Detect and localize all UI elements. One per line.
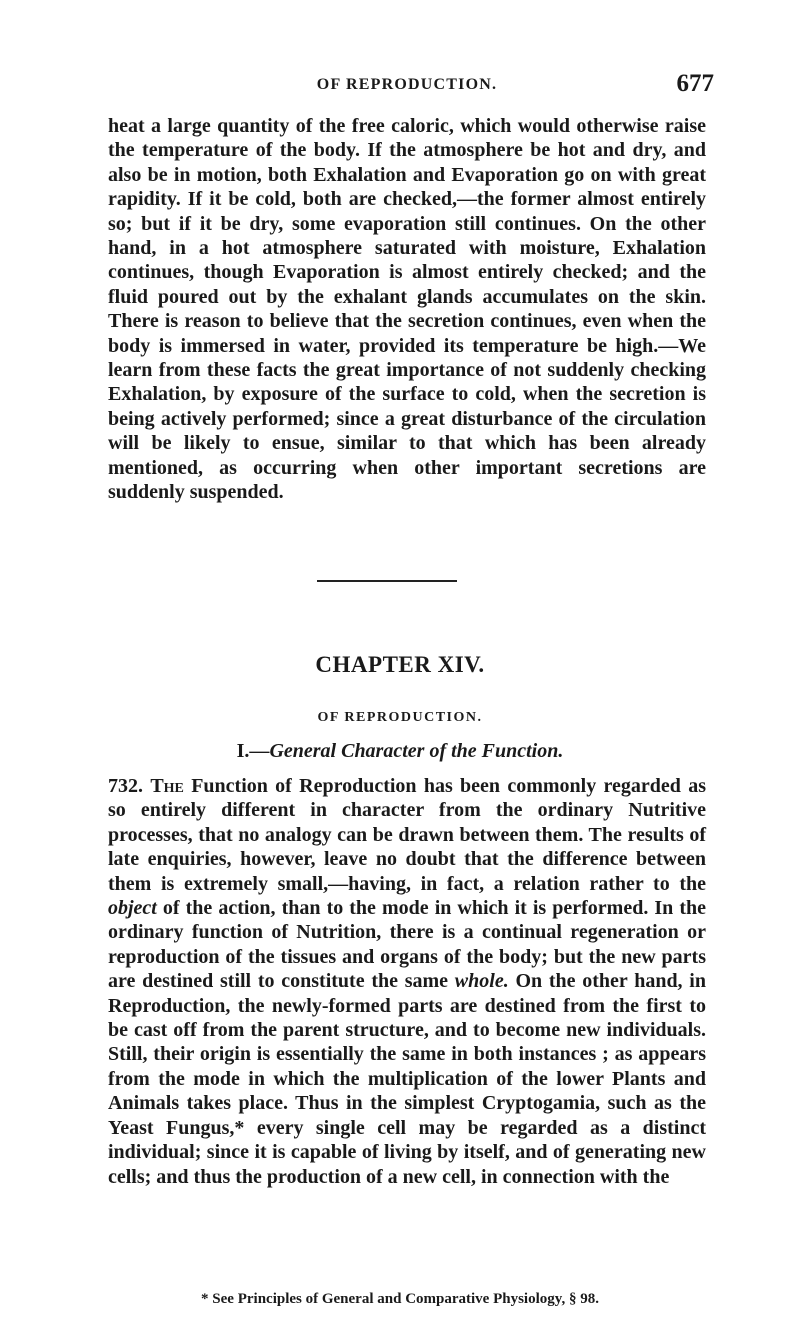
paragraph-text-a: Function of Reproduction has been commonly regarded as so entirely different in character from the ordinary Nutritive processes, that no analogy can be drawn between them. The results of late enquiries, however, leave no doubt that the difference between them is extremely small,—having, in fact, a relation rather to the bbox=[108, 775, 707, 895]
section-title: General Character of the Function. bbox=[269, 740, 564, 762]
chapter-subtitle: OF REPRODUCTION. bbox=[317, 710, 483, 725]
running-head bbox=[108, 70, 714, 102]
section-number: I.— bbox=[236, 740, 270, 762]
paragraph-lead-word: The bbox=[150, 775, 184, 797]
running-title: OF REPRODUCTION. bbox=[316, 76, 498, 93]
paragraph-text bbox=[108, 774, 706, 1189]
paragraph-text-b: of the action, than to the mode in which it is performed. In the ordinary function of Nutrition, there is a continual regeneration or reproduction of the tissues and organs of the body; but the new parts are destined still to constitute the same bbox=[108, 897, 706, 993]
chapter-heading: CHAPTER XIV. bbox=[315, 652, 485, 677]
paragraph-number: 732. bbox=[108, 775, 143, 797]
section-heading bbox=[0, 740, 800, 763]
paragraph-text: heat a large quantity of the free caloric, which would otherwise raise the temperature of the body. If the atmosphere be hot and dry, and also be in motion, both Exhalation and Evaporation go on with great rapidity. If it be cold, both are checked,—the former almost entirely so; but if it be dry, some evaporation still continues. On the other hand, in a hot atmosphere saturated with moisture, Exhalation continues, though Evaporation is almost entirely checked; and the fluid poured out by the exhalant glands accumulates on the skin. There is reason to believe that the secretion continues, even when the body is immersed in water, provided its temperature be high.—We learn from these facts the great importance of not suddenly checking Exhalation, by exposure of the surface to cold, when the secretion is being actively performed; since a great disturbance of the circulation will be likely to ensue, similar to that which has been already mentioned, as occurring when other important secretions are suddenly suspended. bbox=[108, 115, 706, 504]
paragraph-continued bbox=[108, 114, 706, 505]
page-number: 677 bbox=[676, 70, 714, 97]
footnote: * See Principles of General and Comparative Physiology, § 98. bbox=[201, 1291, 599, 1307]
emphasis-whole: whole. bbox=[454, 970, 509, 993]
section-divider-rule bbox=[317, 580, 457, 582]
emphasis-object: object bbox=[108, 897, 157, 920]
paragraph-732 bbox=[108, 774, 706, 1189]
paragraph-text-c: On the other hand, in Reproduction, the newly-formed parts are destined from the first to be cast off from the parent structure, and to become new individuals. Still, their origin is essentially the same in both instances ; as appears from the mode in which the multiplication of the lower Plants and Animals takes place. Thus in the simplest Cryptogamia, such as the Yeast Fungus,* every single cell may be regarded as a distinct individual; since it is capable of living by itself, and of generating new cells; and thus the production of a new cell, in connection with the bbox=[108, 970, 706, 1188]
